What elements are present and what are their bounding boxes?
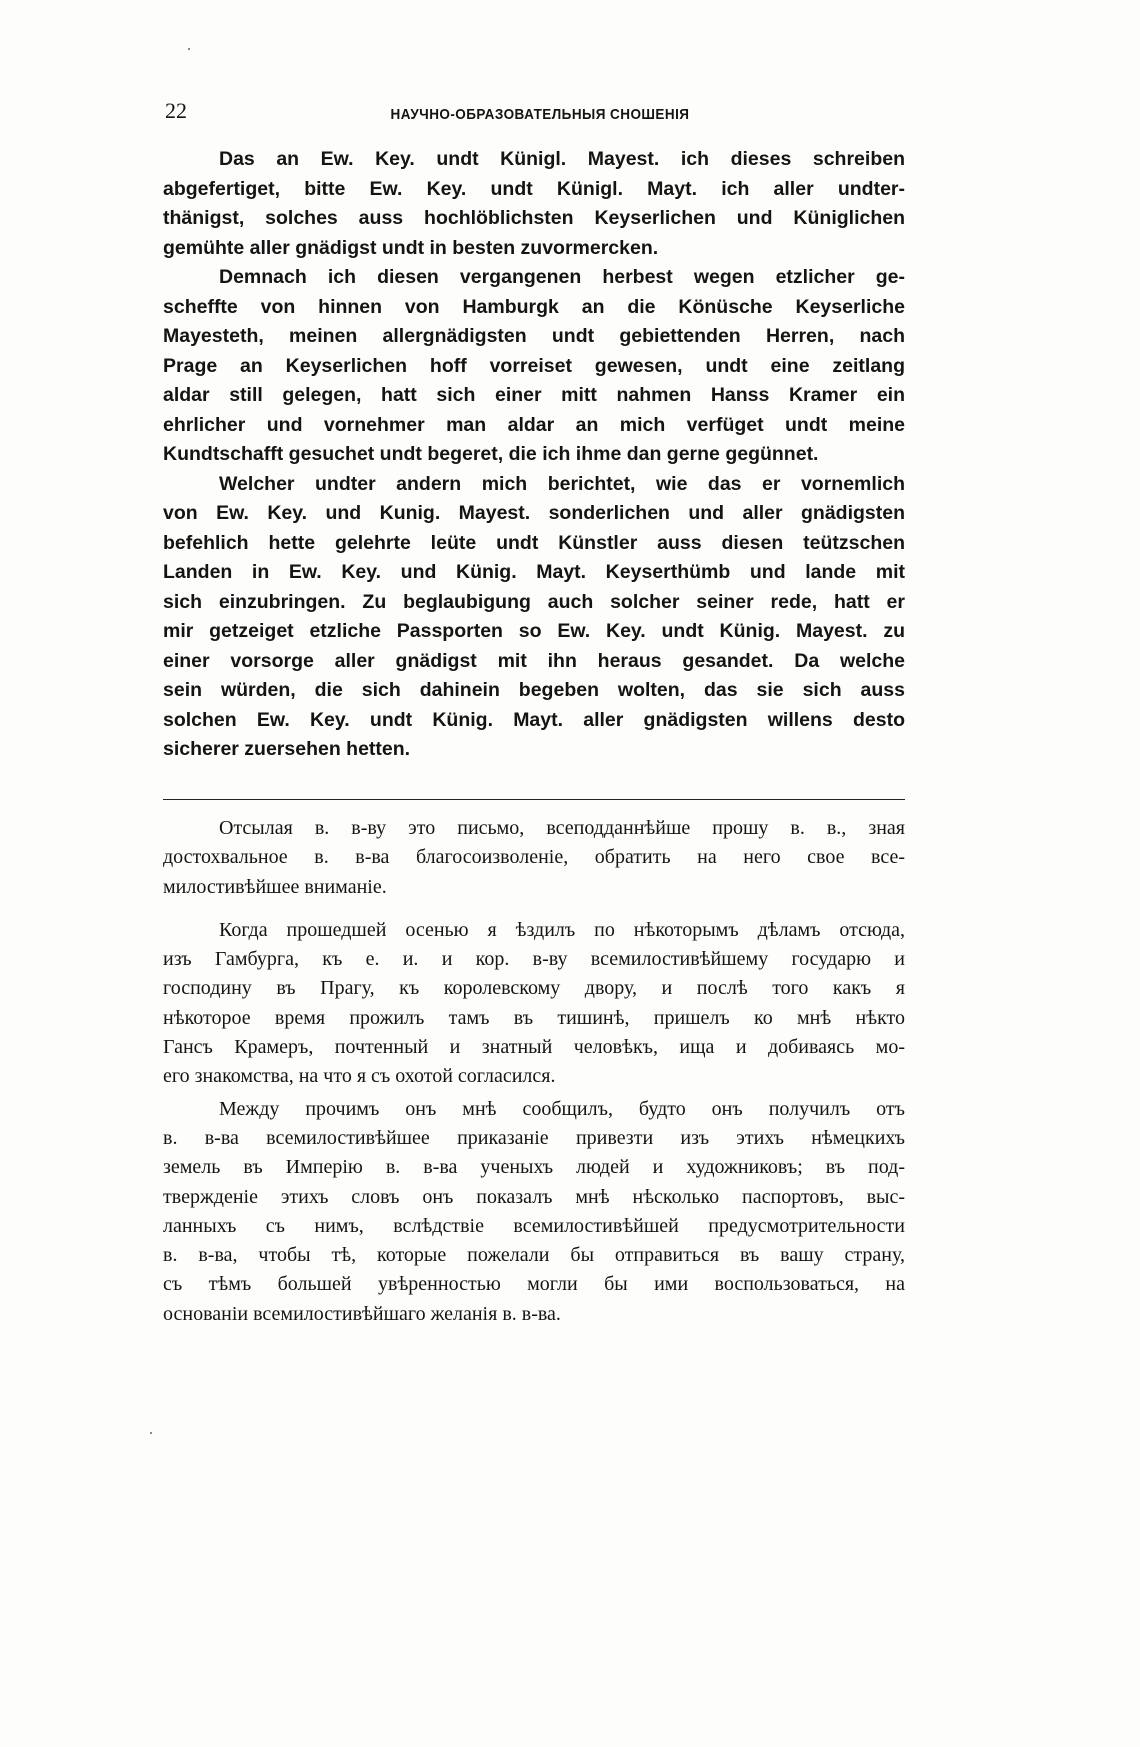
running-head: НАУЧНО-ОБРАЗОВАТЕЛЬНЫЯ СНОШЕНІЯ	[390, 106, 690, 123]
text-line: Das an Ew. Key. undt Künigl. Mayest. ich dieses schreiben	[219, 148, 905, 170]
text-line: Mayesteth, meinen allergnädigsten undt gebiettenden Herren, nach	[163, 325, 905, 347]
text-line: sich einzubringen. Zu beglaubigung auch solcher seiner rede, hatt er	[163, 590, 905, 613]
text-line: befehlich hette gelehrte leüte undt Künstler auss diesen teützschen	[163, 531, 905, 554]
german-letter-text	[163, 145, 905, 765]
russian-translation-text	[163, 814, 905, 1329]
text-line: Когда прошедшей осенью я ѣздилъ по нѣкоторымъ дѣламъ отсюда,	[219, 918, 905, 941]
text-line: Landen in Ew. Key. und Künig. Mayt. Keyserthümb und lande mit	[163, 561, 905, 583]
text-line: scheffte von hinnen von Hamburgk an die Könüsche Keyserliche	[163, 295, 905, 318]
text-line: достохвальное в. в-ва благосоизволеніе, обратить на него свое все-	[163, 846, 905, 869]
text-line: изъ Гамбурга, къ е. и. и кор. в-ву всемилостивѣйшему государю и	[163, 948, 905, 971]
paragraph	[163, 1095, 905, 1329]
text-line: Welcher undter andern mich berichtet, wie das er vornemlich	[219, 472, 905, 495]
text-line: thänigst, solches auss hochlöblichsten Keyserlichen und Küniglichen	[163, 207, 905, 229]
section-divider	[163, 799, 905, 800]
paragraph	[163, 145, 905, 263]
text-line: милостивѣйшее вниманіе.	[163, 875, 387, 898]
text-line: Между прочимъ онъ мнѣ сообщилъ, будто онъ получилъ отъ	[219, 1097, 905, 1120]
text-line: Kundtschafft gesuchet undt begeret, die ich ihme dan gerne gegünnet.	[163, 443, 819, 465]
text-line: aldar still gelegen, hatt sich einer mitt nahmen Hanss Kramer ein	[163, 384, 905, 406]
text-line: mir getzeiget etzliche Passporten so Ew. Key. undt Künig. Mayest. zu	[163, 620, 905, 642]
text-line: ehrlicher und vornehmer man aldar an mich verfüget undt meine	[163, 413, 905, 436]
scan-speck	[188, 48, 190, 50]
paragraph	[163, 470, 905, 765]
text-line: solchen Ew. Key. undt Künig. Mayt. aller gnädigsten willens desto	[163, 708, 905, 731]
paragraph	[163, 916, 905, 1092]
text-line: abgefertiget, bitte Ew. Key. undt Künigl. Mayt. ich aller undter-	[163, 177, 905, 200]
text-line: съ тѣмъ большей увѣренностью могли бы ими воспользоваться, на	[163, 1273, 905, 1296]
text-line: Гансъ Крамеръ, почтенный и знатный человѣкъ, ища и добиваясь мо-	[163, 1036, 905, 1059]
scan-speck	[150, 1432, 152, 1434]
page-number: 22	[165, 98, 187, 123]
text-line: ланныхъ съ нимъ, вслѣдствіе всемилостивѣйшей предусмотрительности	[163, 1214, 905, 1237]
text-line: einer vorsorge aller gnädigst mit ihn heraus gesandet. Da welche	[163, 649, 905, 672]
paragraph	[163, 263, 905, 470]
text-line: von Ew. Key. und Kunig. Mayest. sonderlichen und aller gnädigsten	[163, 502, 905, 524]
text-line: твержденіе этихъ словъ онъ показалъ мнѣ нѣсколько паспортовъ, выс-	[163, 1185, 905, 1208]
text-line: Demnach ich diesen vergangenen herbest wegen etzlicher ge-	[219, 266, 905, 288]
text-line: господину въ Прагу, къ королевскому двору, и послѣ того какъ я	[163, 977, 905, 1000]
text-line: sicherer zuersehen hetten.	[163, 738, 411, 760]
text-line: Отсылая в. в-ву это письмо, всеподданнѣйше прошу в. в., зная	[219, 817, 905, 839]
text-line: gemühte aller gnädigst undt in besten zuvormercken.	[163, 236, 659, 259]
text-line: в. в-ва, чтобы тѣ, которые пожелали бы отправиться въ вашу страну,	[163, 1244, 905, 1267]
text-line: основаніи всемилостивѣйшаго желанія в. в-ва.	[163, 1302, 561, 1325]
text-line: sein würden, die sich dahinein begeben wolten, das sie sich auss	[163, 679, 905, 701]
text-line: в. в-ва всемилостивѣйшее приказаніе привезти изъ этихъ нѣмецкихъ	[163, 1126, 905, 1149]
text-line: земель въ Имперію в. в-ва ученыхъ людей и художниковъ; въ под-	[163, 1156, 905, 1179]
text-line: его знакомства, на что я съ охотой согласился.	[163, 1065, 556, 1088]
paragraph	[163, 814, 905, 902]
text-line: Prage an Keyserlichen hoff vorreiset gewesen, undt eine zeitlang	[163, 354, 905, 377]
text-line: нѣкоторое время прожилъ тамъ въ тишинѣ, пришелъ ко мнѣ нѣкто	[163, 1006, 905, 1029]
